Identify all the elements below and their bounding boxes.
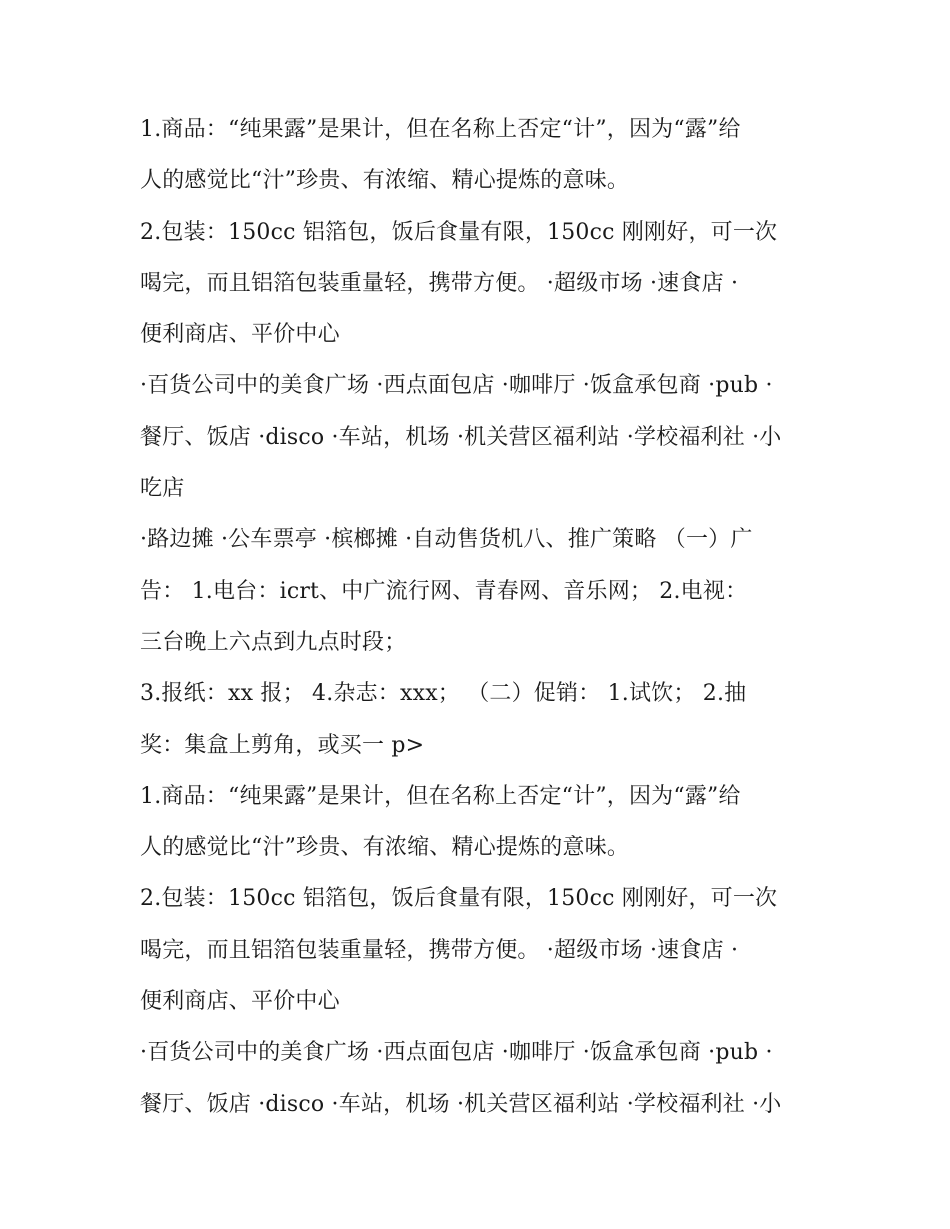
text-line: ·百货公司中的美食广场 ·西点面包店 ·咖啡厅 ·饭盒承包商 ·pub · [140,373,773,399]
text-line: 2.包装：150cc 铝箔包，饭后食量有限，150cc 刚刚好，可一次 [140,219,778,245]
text-line: ·百货公司中的美食广场 ·西点面包店 ·咖啡厅 ·饭盒承包商 ·pub · [140,1040,773,1066]
text-line: 2.包装：150cc 铝箔包，饭后食量有限，150cc 刚刚好，可一次 [140,886,778,912]
document-body [140,104,810,1130]
text-line: 人的感觉比“汁”珍贵、有浓缩、精心提炼的意味。 [140,835,630,861]
text-line: 吃店 [140,476,185,502]
text-line: 告： 1.电台：icrt、中广流行网、青春网、音乐网； 2.电视： [140,578,748,604]
text-line: 1.商品：“纯果露”是果计，但在名称上否定“计”，因为“露”给 [140,783,741,809]
text-line: 便利商店、平价中心 [140,989,340,1015]
text-line: 餐厅、饭店 ·disco ·车站，机场 ·机关营区福利站 ·学校福利社 ·小 [140,1091,782,1117]
text-line: 喝完，而且铝箔包装重量轻，携带方便。 ·超级市场 ·速食店 · [140,270,739,296]
text-line: 人的感觉比“汁”珍贵、有浓缩、精心提炼的意味。 [140,168,630,194]
text-line: ·路边摊 ·公车票亭 ·槟榔摊 ·自动售货机八、推广策略 （一）广 [140,527,753,553]
text-line: 3.报纸：xx 报； 4.杂志：xxx； （二）促销： 1.试饮； 2.抽 [140,681,747,707]
text-line: 1.商品：“纯果露”是果计，但在名称上否定“计”，因为“露”给 [140,117,741,142]
text-line: 喝完，而且铝箔包装重量轻，携带方便。 ·超级市场 ·速食店 · [140,937,739,963]
text-line: 餐厅、饭店 ·disco ·车站，机场 ·机关营区福利站 ·学校福利社 ·小 [140,424,782,450]
text-line: 三台晚上六点到九点时段； [140,629,407,655]
text-line: 奖：集盒上剪角，或买一 p> [140,732,425,758]
text-line: 便利商店、平价中心 [140,322,340,348]
